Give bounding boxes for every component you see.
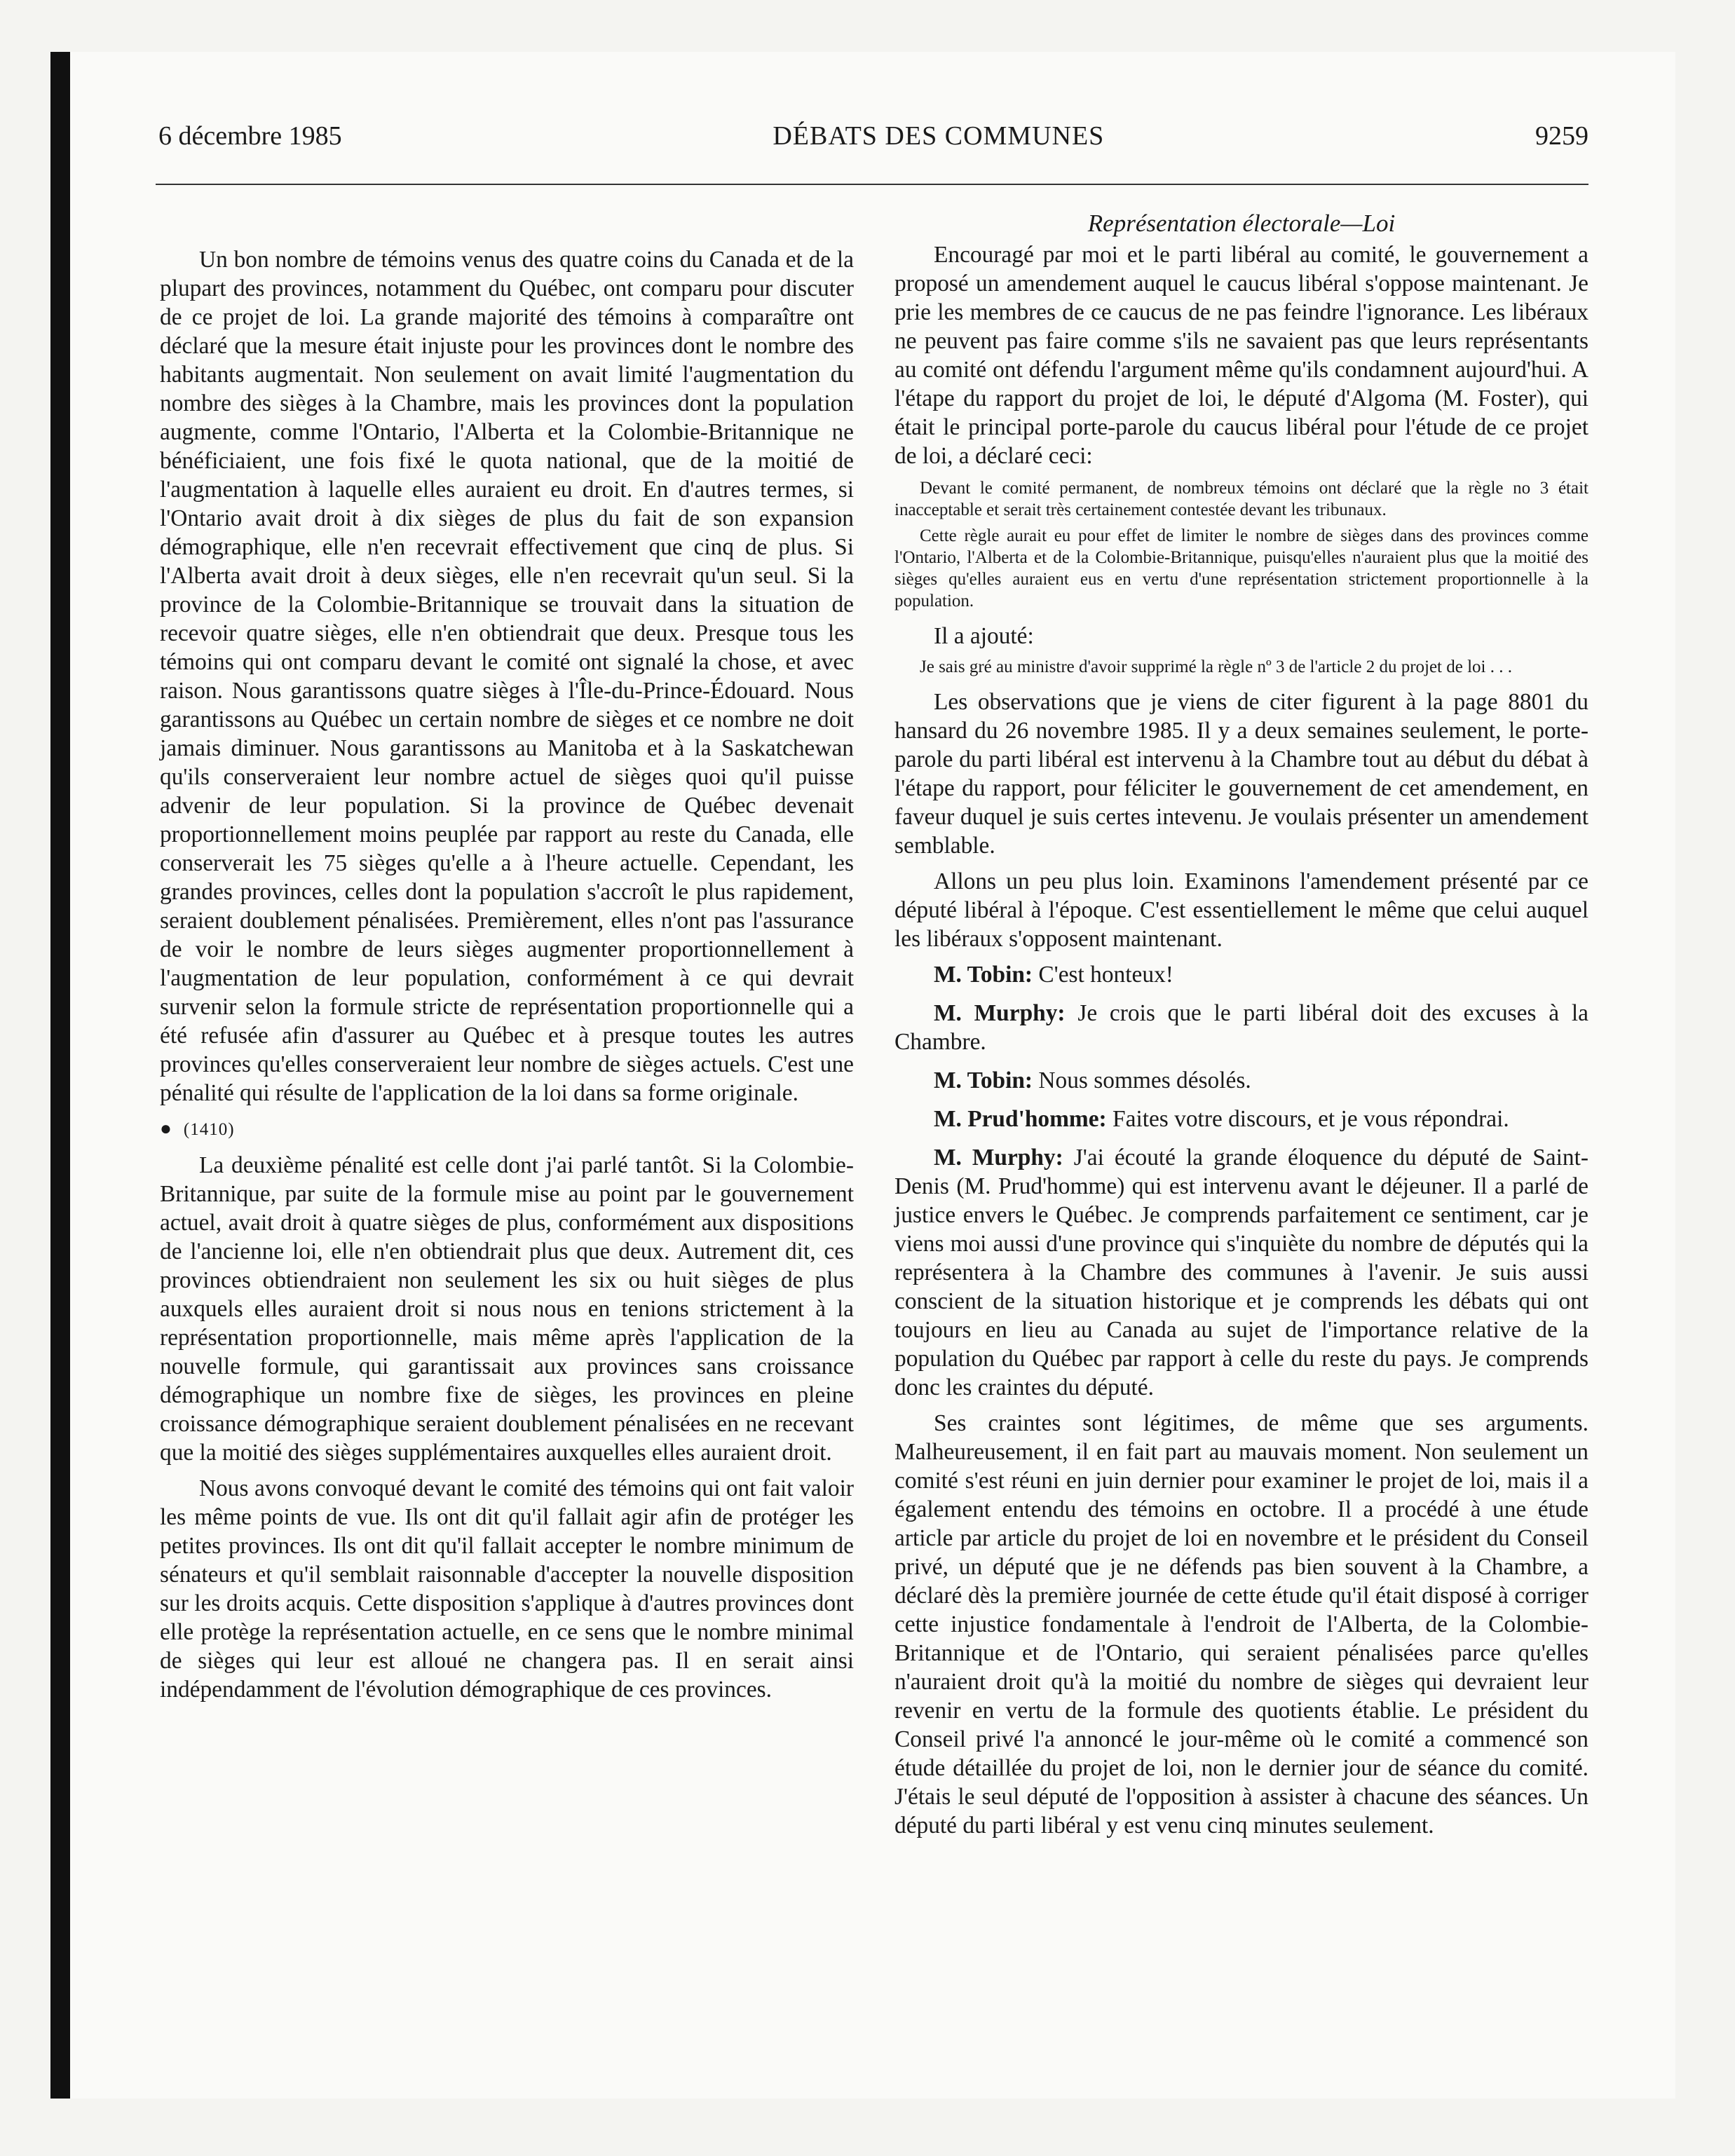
exchange-line — [894, 999, 1588, 1056]
paragraph: Allons un peu plus loin. Examinons l'amendement présenté par ce député libéral à l'époque. C'est essentiellement le même que celui auquel les libéraux s'opposent maintenant. — [894, 868, 1588, 952]
exchange-line — [894, 1066, 1588, 1095]
header-rule — [156, 184, 1588, 185]
exchange-line — [894, 1105, 1588, 1133]
speaker-name: M. Tobin: — [934, 962, 1033, 988]
scan-edge — [50, 52, 70, 2099]
time-marker — [160, 1114, 854, 1144]
left-column — [160, 245, 854, 1711]
speech-text: Faites votre discours, et je vous répondrai. — [1113, 1106, 1509, 1132]
paragraph: Encouragé par moi et le parti libéral au comité, le gouvernement a proposé un amendement auquel le caucus libéral s'oppose maintenant. Je prie les membres de ce caucus de ne pas feindre l'ignorance. Les libéraux ne peuvent pas faire comme s'ils ne savaient pas que leurs représentants au comité ont défendu l'argument même qu'ils condamnent aujourd'hui. A l'étape du rapport du projet de loi, le député d'Algoma (M. Foster), qui était le principal porte-parole du caucus libéral pour l'étude de ce projet de loi, a déclaré ceci: — [894, 242, 1588, 469]
exchange-line — [894, 1143, 1588, 1402]
bullet-icon: ● — [160, 1118, 172, 1140]
quotation: Je sais gré au ministre d'avoir supprimé la règle nº 3 de l'article 2 du projet de loi . . . — [920, 657, 1512, 676]
paragraph: Les observations que je viens de citer figurent à la page 8801 du hansard du 26 novembre 1985. Il y a deux semaines seulement, le porte-parole du parti libéral est intervenu à la Chambre tout au début du débat à l'étape du rapport, pour féliciter le gouvernement de cet amendement, en faveur duquel je suis certes intevenu. Je voulais présenter un amendement semblable. — [894, 689, 1588, 859]
speech-text: Nous sommes désolés. — [1038, 1067, 1251, 1093]
page-number: 9259 — [1535, 121, 1588, 151]
page-header — [156, 102, 1588, 151]
speech-text: Je crois que le parti libéral doit des excuses à la Chambre. — [894, 1000, 1588, 1055]
speaker-name: M. Prud'homme: — [934, 1106, 1107, 1132]
paragraph: Nous avons convoqué devant le comité des témoins qui ont fait valoir les même points de vue. Ils ont dit qu'il fallait agir afin de protéger les petites provinces. Ils ont dit qu'il fallait accepter le nombre minimum de sénateurs et qu'il semblait raisonnable d'accepter la nouvelle disposition sur les droits acquis. Cette disposition s'applique à d'autres provinces dont elle protège la représentation actuelle, en ce sens que le nombre minimal de sièges qui leur est alloué ne changera pas. Il en serait ainsi indépendamment de l'évolution démographique de ces provinces. — [160, 1475, 854, 1703]
time-marker-text: (1410) — [183, 1120, 235, 1139]
header-date: 6 décembre 1985 — [158, 121, 342, 151]
paragraph: Il a ajouté: — [934, 623, 1034, 649]
right-column — [894, 203, 1588, 1847]
speech-text: C'est honteux! — [1038, 962, 1173, 988]
quotation: Cette règle aurait eu pour effet de limiter le nombre de sièges dans des provinces comme l'Ontario, l'Alberta et de la Colombie-Britannique, puisqu'elles n'auraient plus que la moitié des sièges qu'elles auraient eus en vertu d'une représentation strictement proportionnelle à la population. — [894, 526, 1588, 610]
paragraph: Un bon nombre de témoins venus des quatre coins du Canada et de la plupart des provinces, notamment du Québec, ont comparu pour discuter de ce projet de loi. La grande majorité des témoins à comparaître ont déclaré que la mesure était injuste pour les provinces dont le nombre des habitants augmentait. Non seulement on avait limité l'augmentation du nombre des sièges à la Chambre, mais les provinces dont la population augmente, comme l'Ontario, l'Alberta et la Colombie-Britannique ne bénéficiaient, une fois fixé le quota national, que de la moitié de l'augmentation à laquelle elles auraient eu droit. En d'autres termes, si l'Ontario avait droit à dix sièges de plus du fait de son expansion démographique, elle n'en recevrait effectivement que cinq de plus. Si l'Alberta avait droit à deux sièges, elle n'en recevrait qu'un seul. Si la province de la Colombie-Britannique se trouvait dans la situation de recevoir quatre sièges, elle n'en obtiendrait que deux. Presque tous les témoins qui ont comparu devant le comité ont signalé la chose, et avec raison. Nous garantissons quatre sièges à l'Île-du-Prince-Édouard. Nous garantissons au Québec un certain nombre de sièges et ce nombre ne doit jamais diminuer. Nous garantissons au Manitoba et à la Saskatchewan qu'ils conserveraient leur nombre actuel de sièges quoi qu'il puisse advenir de leur population. Si la province de Québec devenait proportionnellement moins peuplée par rapport au reste du Canada, elle conserverait les 75 sièges qu'elle a à l'heure actuelle. Cependant, les grandes provinces, celles dont la population s'accroît le plus rapidement, seraient doublement pénalisées. Premièrement, elles n'ont pas l'assurance de voir le nombre de leurs sièges augmenter proportionnellement à l'augmentation de leur population, conformément à ce qui devrait survenir selon la formule stricte de représentation proportionnelle qui a été refusée afin d'assurer au Québec et à presque toutes les autres provinces qu'elles conserveraient leur nombre de sièges actuels. C'est une pénalité qui résulte de l'application de la loi dans sa forme originale. — [160, 247, 854, 1106]
paragraph: Ses craintes sont légitimes, de même que ses arguments. Malheureusement, il en fait part au mauvais moment. Non seulement un comité s'est réuni en juin dernier pour examiner le projet de loi, mais il a également entendu des témoins en octobre. Il a procédé à une étude article par article du projet de loi en novembre et le président du Conseil privé, un député que je ne défends pas bien souvent à la Chambre, a déclaré dès la première journée de cette étude qu'il était disposé à corriger cette injustice fondamentale à l'endroit de l'Alberta, de la Colombie-Britannique et de l'Ontario, qui seraient pénalisées parce qu'elles n'auraient droit qu'à la moitié du nombre de sièges qui devraient leur revenir en vertu de la formule des quotients établie. Le président du Conseil privé l'a annoncé le jour-même où le comité a commencé son étude détaillée du projet de loi, non le dernier jour de séance du comité. J'étais le seul député de l'opposition à assister à chacune des séances. Un député du parti libéral y est venu cinq minutes seulement. — [894, 1410, 1588, 1838]
paragraph: La deuxième pénalité est celle dont j'ai parlé tantôt. Si la Colombie-Britannique, par suite de la formule mise au point par le gouvernement actuel, avait droit à quatre sièges de plus, conformément aux dispositions de l'ancienne loi, elle n'en obtiendrait plus que deux. Autrement dit, ces provinces obtiendraient non seulement les six ou huit sièges de plus auxquels elles auraient droit si nous nous en tenions strictement à la représentation proportionnelle, mais même après l'application de la nouvelle formule, qui garantissait aux provinces sans croissance démographique un nombre fixe de sièges, les provinces en pleine croissance démographique seraient doublement pénalisées en ne recevant que la moitié des sièges supplémentaires auxquelles elles auraient droit. — [160, 1152, 854, 1466]
header-title: DÉBATS DES COMMUNES — [773, 121, 1105, 151]
quotation: Devant le comité permanent, de nombreux témoins ont déclaré que la règle no 3 était inacceptable et serait très certainement contestée devant les tribunaux. — [894, 479, 1588, 519]
speech-text: J'ai écouté la grande éloquence du député de Saint-Denis (M. Prud'homme) qui est intervenu avant le déjeuner. Il a parlé de justice envers le Québec. Je comprends parfaitement ce sentiment, car je viens moi aussi d'une province qui s'inquiète du nombre de députés qui la représentera à la Chambre des communes à l'avenir. Je suis aussi conscient de la situation historique et je comprends les débats qui ont toujours en lieu au Canada au sujet de l'importance relative de la population du Québec par rapport à celle du reste du pays. Je comprends donc les craintes du député. — [894, 1145, 1588, 1400]
speaker-name: M. Murphy: — [934, 1000, 1066, 1026]
exchange-line — [894, 960, 1588, 989]
speaker-name: M. Tobin: — [934, 1067, 1033, 1093]
speaker-name: M. Murphy: — [934, 1145, 1063, 1171]
section-title: Représentation électorale—Loi — [1087, 210, 1396, 237]
